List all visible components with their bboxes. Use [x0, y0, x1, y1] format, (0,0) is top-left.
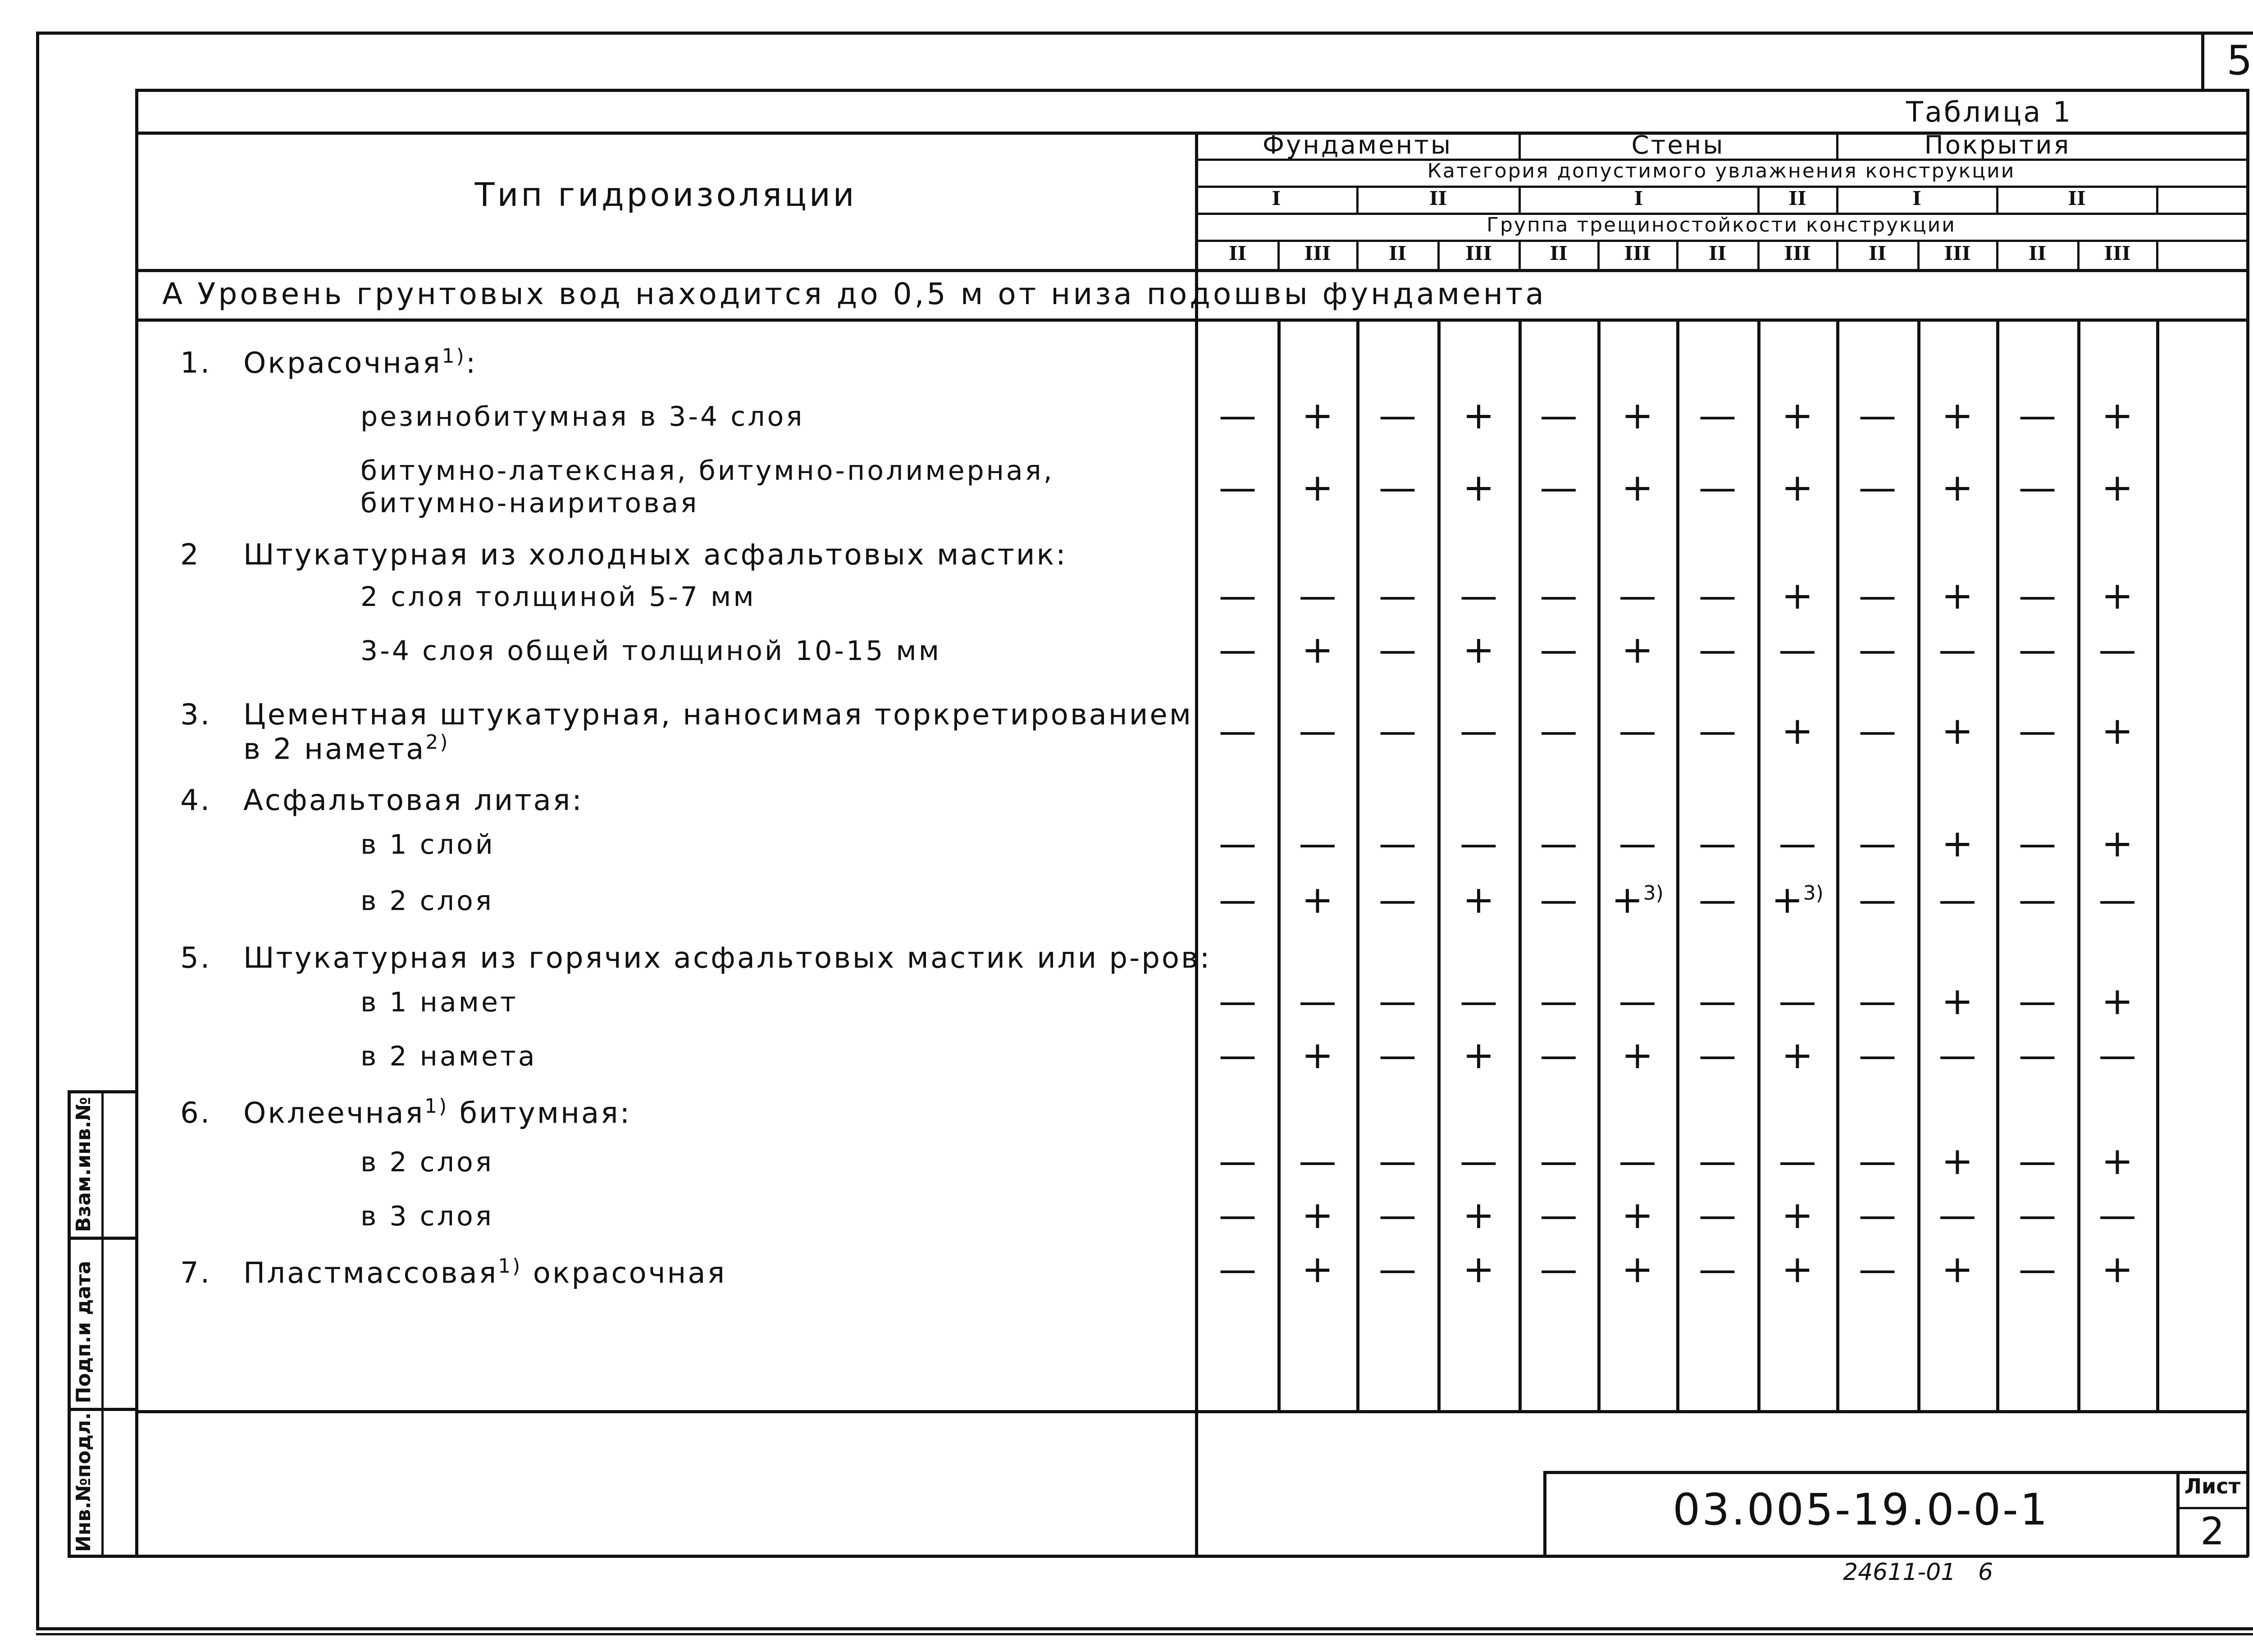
- cell-mark: +: [1301, 1193, 1334, 1237]
- cell-mark: —: [2018, 821, 2057, 865]
- cell-mark: —: [1619, 709, 1656, 753]
- row-text: Окрасочная: [243, 346, 442, 380]
- cell-mark: —: [2018, 393, 2057, 437]
- cell-mark: —: [2018, 465, 2057, 510]
- archive-number: 24611-01 6: [1843, 1559, 1993, 1586]
- cell-mark: —: [1938, 1193, 1976, 1237]
- row-text-line2: в 2 намета: [243, 733, 426, 766]
- cell-mark: +: [1621, 393, 1654, 437]
- cell-mark: +: [2101, 573, 2134, 618]
- side-label-replace: Взам.инв.№: [72, 1097, 95, 1232]
- row-number: 5.: [180, 942, 212, 975]
- cell-mark: —: [1779, 979, 1816, 1023]
- cell-mark: +: [1941, 393, 1974, 437]
- cell-mark: —: [1698, 1139, 1737, 1183]
- footnote-ref: 1): [442, 345, 466, 368]
- row-number: 3.: [180, 698, 212, 732]
- cell-mark: —: [1540, 1033, 1578, 1077]
- category-I-3: I: [1912, 187, 1921, 209]
- cell-mark: —: [1378, 1193, 1417, 1237]
- cell-mark: —: [2018, 1247, 2057, 1291]
- cell-mark: +: [1781, 1033, 1814, 1077]
- cell-mark: —: [2018, 1139, 2057, 1183]
- cell-mark: —: [1619, 1139, 1656, 1183]
- row-text: Штукатурная из горячих асфальтовых мастик или р-ров:: [243, 942, 1212, 975]
- cell-mark: +: [1941, 979, 1974, 1023]
- cell-mark: —: [1540, 821, 1578, 865]
- cell-mark: —: [1459, 1139, 1498, 1183]
- cell-mark: —: [1858, 573, 1897, 618]
- cell-mark: +$^{3)}$: [1771, 878, 1824, 922]
- type-label: Тип гидроизоляции: [474, 176, 857, 214]
- cell-mark: —: [1378, 1033, 1417, 1077]
- cell-mark: +: [1941, 465, 1974, 510]
- table-right: [2246, 89, 2249, 1556]
- cell-mark: —: [1698, 1033, 1737, 1077]
- cell-mark: —: [1698, 465, 1737, 510]
- crack-group-4: III: [1465, 242, 1492, 264]
- row-text: в 1 слой: [360, 829, 495, 860]
- stamp-top-line: [135, 1410, 2248, 1413]
- category-label: Категория допустимого увлажнения конструкции: [1427, 159, 2016, 182]
- cell-mark: —: [1858, 1033, 1897, 1077]
- side-label-sign: Подп.и дата: [72, 1261, 95, 1403]
- cell-mark: —: [1858, 1139, 1897, 1183]
- cell-mark: —: [1698, 1247, 1737, 1291]
- crack-label: Группа трещиностойкости конструкции: [1487, 214, 1956, 237]
- cell-mark: +: [1463, 1247, 1495, 1291]
- cell-mark: +: [1621, 1033, 1654, 1077]
- cell-mark: —: [1378, 1247, 1417, 1291]
- row-text: в 1 намет: [360, 987, 518, 1018]
- cell-mark: —: [1378, 393, 1417, 437]
- cell-mark: —: [1218, 628, 1257, 672]
- cell-mark: +: [2101, 821, 2134, 865]
- crack-group-12: III: [2104, 242, 2131, 264]
- cell-mark: —: [1858, 878, 1897, 922]
- row-label: [180, 538, 1067, 572]
- row-text: в 2 слоя: [360, 885, 494, 917]
- cell-mark: —: [1218, 979, 1257, 1023]
- cell-mark: —: [1698, 878, 1737, 922]
- row-number: 4.: [180, 784, 212, 817]
- row-sublabel: [360, 1147, 494, 1178]
- doc-code: 03.005-19.0-0-1: [1673, 1484, 2049, 1535]
- cell-mark: —: [1540, 465, 1578, 510]
- category-II-1: II: [1429, 187, 1447, 209]
- table-caption: Таблица 1: [1906, 96, 2073, 128]
- footnote-ref: 2): [425, 731, 450, 754]
- sheet-num-box-left: [2201, 32, 2204, 90]
- frame-left: [36, 32, 39, 1629]
- cell-mark: +: [1301, 393, 1334, 437]
- crack-group-3: II: [1388, 242, 1407, 264]
- sheet-label: Лист: [2184, 1474, 2241, 1498]
- cell-mark: —: [1299, 979, 1336, 1023]
- cell-mark: —: [1218, 1193, 1257, 1237]
- crack-group-11: II: [2028, 242, 2047, 264]
- row-sublabel: [360, 829, 495, 860]
- row-number: 6.: [180, 1097, 212, 1130]
- cell-mark: —: [1698, 709, 1737, 753]
- row-text: Штукатурная из холодных асфальтовых мастик:: [243, 538, 1067, 572]
- cell-mark: +: [1941, 1139, 1974, 1183]
- cell-mark: +: [1301, 628, 1334, 672]
- crack-group-9: II: [1868, 242, 1887, 264]
- row-sublabel: [360, 1201, 494, 1232]
- footnote-ref: 1): [424, 1095, 449, 1118]
- crack-group-8: III: [1784, 242, 1811, 264]
- section-bottom: [135, 319, 2248, 322]
- cell-mark: —: [1299, 709, 1336, 753]
- cell-mark: +: [1463, 1033, 1495, 1077]
- cell-mark: —: [1378, 628, 1417, 672]
- cell-mark: —: [1858, 628, 1897, 672]
- cell-mark: —: [1858, 465, 1897, 510]
- row-sublabel: [360, 401, 804, 432]
- row-sublabel: [360, 455, 1054, 487]
- group-foundations: Фундаменты: [1262, 131, 1453, 160]
- row-tail: :: [465, 346, 478, 380]
- cell-mark: +: [1781, 1247, 1814, 1291]
- cell-mark: —: [1459, 821, 1498, 865]
- row-label: [180, 345, 477, 380]
- row-text: 2 слоя толщиной 5-7 мм: [360, 581, 756, 613]
- cell-mark: +: [1781, 393, 1814, 437]
- row-text: в 2 слоя: [360, 1147, 494, 1178]
- category-I-2: I: [1634, 187, 1643, 209]
- cell-mark: +: [2101, 465, 2134, 510]
- category-I-1: I: [1272, 187, 1281, 209]
- cell-mark: —: [2018, 573, 2057, 618]
- cell-mark: —: [1698, 979, 1737, 1023]
- cell-mark: +: [1463, 628, 1495, 672]
- frame-top: [36, 32, 2253, 35]
- cell-mark: —: [1459, 709, 1498, 753]
- cell-mark: —: [1858, 1193, 1897, 1237]
- row-sublabel: [360, 1041, 537, 1072]
- cell-mark: —: [1540, 1139, 1578, 1183]
- cell-mark: +: [2101, 1139, 2134, 1183]
- cell-mark: +: [1621, 465, 1654, 510]
- cell-mark: —: [1218, 709, 1257, 753]
- cell-mark: +: [1781, 709, 1814, 753]
- crack-group-5: II: [1550, 242, 1568, 264]
- cell-mark: —: [2018, 979, 2057, 1023]
- row-label-line2: [243, 731, 450, 766]
- cell-mark: —: [1378, 465, 1417, 510]
- cell-mark: —: [1698, 573, 1737, 618]
- cell-mark: —: [1858, 393, 1897, 437]
- cell-mark: —: [1378, 573, 1417, 618]
- cell-mark: —: [1779, 1139, 1816, 1183]
- cell-mark: —: [1218, 821, 1257, 865]
- cell-mark: +: [1301, 465, 1334, 510]
- cell-mark: +: [2101, 1247, 2134, 1291]
- row-tail: окрасочная: [522, 1256, 727, 1290]
- cell-mark: —: [1619, 821, 1656, 865]
- row-text: Цементная штукатурная, наносимая торкретированием: [243, 698, 1193, 732]
- row-number: 1.: [180, 346, 212, 380]
- cell-mark: —: [1938, 628, 1976, 672]
- cell-mark: +: [1941, 573, 1974, 618]
- cell-mark: —: [1540, 979, 1578, 1023]
- row-text: Пластмассовая: [243, 1256, 498, 1290]
- cell-mark: —: [1299, 573, 1336, 618]
- cell-mark: —: [1540, 573, 1578, 618]
- cell-mark: —: [1540, 1193, 1578, 1237]
- column-line: [2156, 320, 2159, 1410]
- cell-mark: —: [1218, 393, 1257, 437]
- row-label: [180, 784, 584, 817]
- cell-mark: —: [1459, 573, 1498, 618]
- row-label-line2: [360, 487, 699, 519]
- row-label: [180, 698, 1193, 732]
- crack-group-2: III: [1304, 242, 1331, 264]
- crack-group-6: III: [1624, 242, 1651, 264]
- cell-mark: —: [1459, 979, 1498, 1023]
- crack-group-10: III: [1944, 242, 1971, 264]
- cell-mark: +: [1941, 1247, 1974, 1291]
- cell-mark: —: [1218, 465, 1257, 510]
- row-text: в 3 слоя: [360, 1201, 494, 1232]
- cell-mark: +: [1301, 1033, 1334, 1077]
- footnote-ref: 1): [498, 1255, 522, 1278]
- row-text: 3-4 слоя общей толщиной 10-15 мм: [360, 635, 941, 667]
- row-text: битумно-латексная, битумно-полимерная,: [360, 455, 1054, 487]
- cell-mark: —: [1218, 573, 1257, 618]
- cell-mark: —: [1698, 628, 1737, 672]
- cell-mark: —: [1378, 709, 1417, 753]
- cell-mark: +: [1621, 1247, 1654, 1291]
- cell-mark: —: [1540, 709, 1578, 753]
- cell-mark: +: [2101, 709, 2134, 753]
- cell-mark: +: [1781, 465, 1814, 510]
- row-text: в 2 намета: [360, 1041, 537, 1072]
- table-top: [135, 89, 2248, 92]
- category-II-2: II: [1788, 187, 1806, 209]
- cell-mark: —: [1938, 1033, 1976, 1077]
- cell-mark: +: [2101, 393, 2134, 437]
- row-sublabel: [360, 987, 518, 1018]
- cell-mark: —: [1619, 573, 1656, 618]
- cell-mark: —: [1540, 878, 1578, 922]
- cell-mark: —: [1378, 1139, 1417, 1183]
- cell-mark: —: [1858, 821, 1897, 865]
- cell-mark: —: [2018, 628, 2057, 672]
- cell-mark: —: [1378, 821, 1417, 865]
- cell-mark: —: [1218, 1139, 1257, 1183]
- cell-mark: +: [1301, 1247, 1334, 1291]
- row-tail: битумная:: [448, 1097, 632, 1130]
- cell-mark: +: [1463, 465, 1495, 510]
- cell-mark: +: [2101, 979, 2134, 1023]
- row-number: 7.: [180, 1256, 212, 1290]
- row-text: Асфальтовая литая:: [243, 784, 584, 817]
- cell-mark: +$^{3)}$: [1611, 878, 1664, 922]
- section-title: А Уровень грунтовых вод находится до 0,5 м от низа подошвы фундамента: [162, 277, 1546, 311]
- group-walls: Стены: [1631, 131, 1725, 160]
- header-bottom: [135, 269, 2248, 272]
- row-label: [180, 942, 1211, 975]
- cell-mark: —: [2018, 1033, 2057, 1077]
- table-left: [135, 89, 138, 1556]
- row-text: Оклеечная: [243, 1097, 425, 1130]
- cell-mark: —: [2018, 1193, 2057, 1237]
- cell-mark: —: [1698, 1193, 1737, 1237]
- cell-mark: +: [1463, 393, 1495, 437]
- row-sublabel: [360, 581, 756, 613]
- cell-mark: —: [2018, 878, 2057, 922]
- cell-mark: +: [1621, 1193, 1654, 1237]
- cell-mark: —: [2018, 709, 2057, 753]
- cell-mark: —: [1218, 878, 1257, 922]
- cell-mark: —: [1540, 393, 1578, 437]
- row-text-line2: битумно-наиритовая: [360, 487, 699, 519]
- cell-mark: —: [1858, 1247, 1897, 1291]
- cell-mark: —: [1698, 393, 1737, 437]
- cell-mark: +: [1301, 878, 1334, 922]
- cell-mark: —: [2098, 878, 2136, 922]
- cell-mark: —: [1378, 979, 1417, 1023]
- cell-mark: —: [1938, 878, 1976, 922]
- cell-mark: —: [1540, 628, 1578, 672]
- cell-mark: —: [1299, 1139, 1336, 1183]
- row-sublabel: [360, 635, 941, 667]
- crack-divider: [2156, 240, 2158, 269]
- frame-bottom-long: [36, 1627, 2253, 1630]
- cell-mark: —: [1858, 979, 1897, 1023]
- cell-mark: —: [2098, 1033, 2136, 1077]
- cell-mark: +: [1781, 573, 1814, 618]
- cell-mark: —: [1378, 878, 1417, 922]
- cell-mark: —: [2098, 628, 2136, 672]
- cell-mark: +: [1941, 821, 1974, 865]
- cell-mark: +: [1463, 1193, 1495, 1237]
- side-label-inv: Инв.№подл.: [72, 1412, 95, 1552]
- cell-mark: —: [1218, 1033, 1257, 1077]
- cell-mark: —: [1299, 821, 1336, 865]
- group-roofs: Покрытия: [1924, 131, 2071, 160]
- row-number: 2: [180, 538, 201, 572]
- sheet-number: 5: [2226, 37, 2253, 84]
- sheet-value: 2: [2200, 1509, 2225, 1553]
- cell-mark: —: [1218, 1247, 1257, 1291]
- category-II-3: II: [2068, 187, 2086, 209]
- cell-mark: —: [1858, 709, 1897, 753]
- cell-mark: +: [1941, 709, 1974, 753]
- cell-mark: +: [1463, 878, 1495, 922]
- cell-mark: +: [1781, 1193, 1814, 1237]
- cell-mark: —: [1698, 821, 1737, 865]
- crack-group-7: II: [1708, 242, 1727, 264]
- row-label: [180, 1255, 726, 1290]
- cell-mark: —: [1779, 821, 1816, 865]
- cell-mark: —: [1779, 628, 1816, 672]
- row-sublabel: [360, 885, 494, 917]
- cell-mark: —: [2098, 1193, 2136, 1237]
- table-bottom: [135, 1555, 2248, 1558]
- crack-group-1: II: [1228, 242, 1247, 264]
- cell-mark: +: [1621, 628, 1654, 672]
- row-label: [180, 1095, 631, 1130]
- row-text: резинобитумная в 3-4 слоя: [360, 401, 805, 432]
- cell-mark: —: [1540, 1247, 1578, 1291]
- cell-mark: —: [1619, 979, 1656, 1023]
